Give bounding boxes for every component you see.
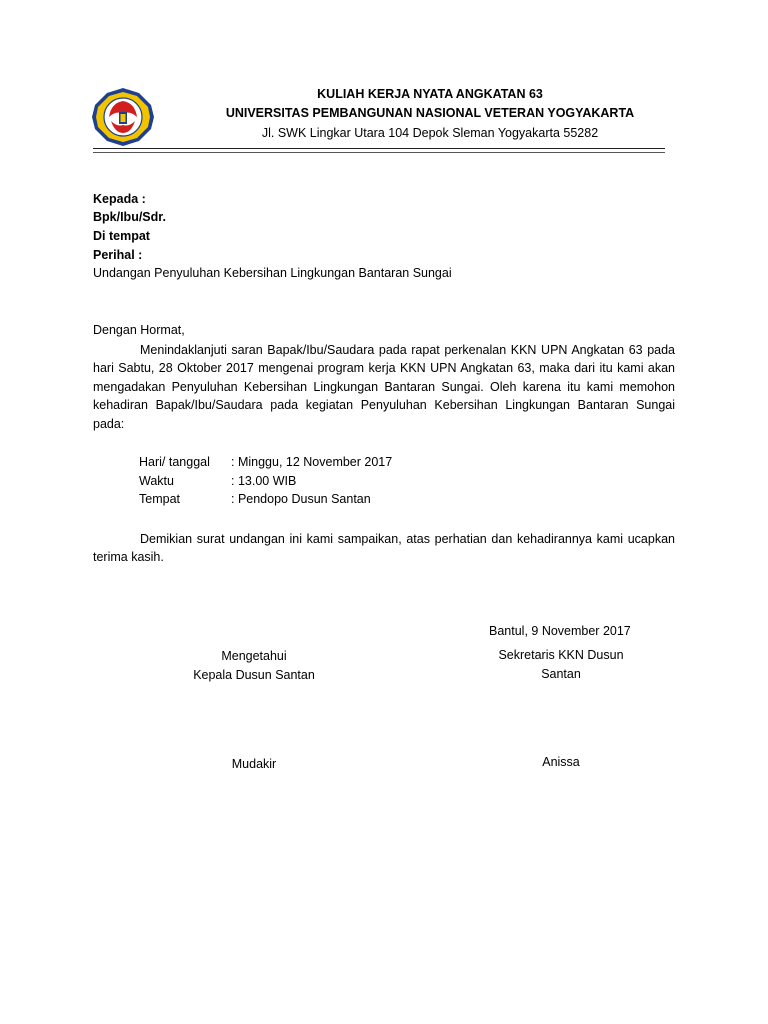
left-signature-title2: Kepala Dusun Santan — [193, 668, 315, 682]
letterhead-divider-thin — [93, 152, 665, 153]
detail-label-place: Tempat — [139, 492, 180, 506]
recipient-ditempat: Di tempat — [93, 229, 150, 243]
detail-label-date: Hari/ tanggal — [139, 455, 210, 469]
recipient-bpk: Bpk/Ibu/Sdr. — [93, 210, 166, 224]
recipient-subject: Undangan Penyuluhan Kebersihan Lingkungan Bantaran Sungai — [93, 266, 452, 280]
place-date: Bantul, 9 November 2017 — [489, 624, 631, 638]
closing-paragraph-text: Demikian surat undangan ini kami sampaikan, atas perhatian dan kehadirannya kami ucapkan terima kasih. — [93, 532, 675, 565]
letterhead-address: Jl. SWK Lingkar Utara 104 Depok Sleman Yogyakarta 55282 — [261, 126, 599, 140]
recipient-kepada: Kepada : — [93, 192, 146, 206]
letterhead-divider — [93, 148, 665, 149]
left-signature-name: Mudakir — [231, 757, 277, 771]
detail-label-time: Waktu — [139, 474, 174, 488]
recipient-perihal: Perihal : — [93, 248, 143, 262]
body-paragraph — [93, 341, 675, 433]
left-signature-title1: Mengetahui — [221, 649, 287, 663]
detail-value-date: : Minggu, 12 November 2017 — [231, 455, 393, 469]
detail-value-time: : 13.00 WIB — [231, 474, 297, 488]
letterhead-university: UNIVERSITAS PEMBANGUNAN NASIONAL VETERAN YOGYAKARTA — [225, 106, 635, 120]
university-logo-icon — [91, 87, 155, 147]
right-signature-name: Anissa — [542, 755, 580, 769]
detail-value-place: : Pendopo Dusun Santan — [231, 492, 371, 506]
right-signature-title2: Santan — [541, 667, 581, 681]
right-signature-title1: Sekretaris KKN Dusun — [498, 648, 624, 662]
letterhead-title: KULIAH KERJA NYATA ANGKATAN 63 — [317, 87, 543, 101]
closing-paragraph — [93, 530, 675, 567]
body-paragraph-text: Menindaklanjuti saran Bapak/Ibu/Saudara pada rapat perkenalan KKN UPN Angkatan 63 pada hari Sabtu, 28 Oktober 2017 mengenai program kerja KKN UPN Angkatan 63, maka dari itu kami akan mengadakan Penyuluhan Kebersihan Lingkungan Bantaran Sungai. Oleh karena itu kami memohon kehadiran Bapak/Ibu/Saudara pada kegiatan Penyuluhan Kebersihan Lingkungan Bantaran Sungai pada: — [93, 343, 675, 431]
greeting: Dengan Hormat, — [93, 323, 185, 337]
